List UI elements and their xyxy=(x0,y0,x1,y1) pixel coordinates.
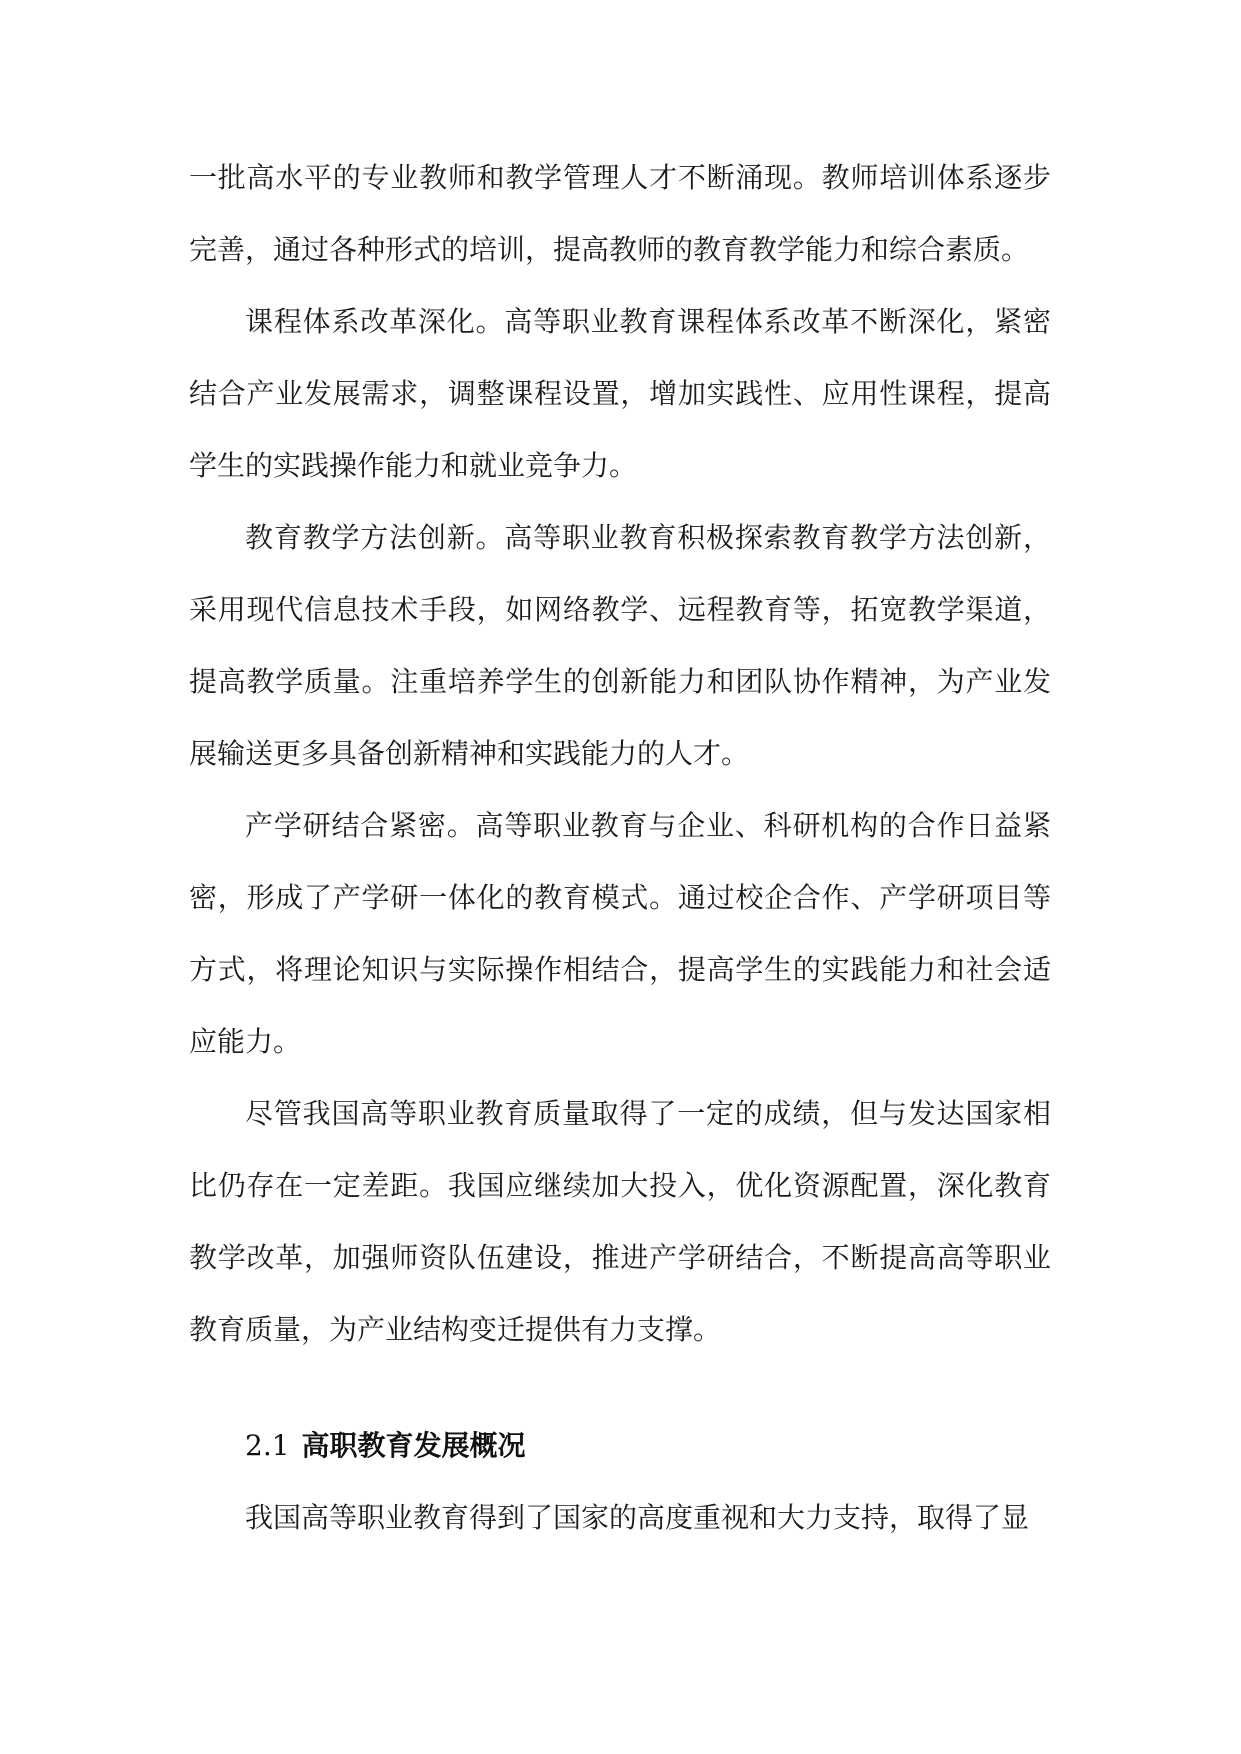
section-title: 高职教育发展概况 xyxy=(301,1429,526,1462)
paragraph-industry-research: 产学研结合紧密。高等职业教育与企业、科研机构的合作日益紧密，形成了产学研一体化的教育模式。通过校企合作、产学研项目等方式，将理论知识与实际操作相结合，提高学生的实践能力和社会适应能力。 xyxy=(189,809,1051,1058)
paragraph-overview-start: 我国高等职业教育得到了国家的高度重视和大力支持，取得了显 xyxy=(245,1501,1030,1534)
document-body xyxy=(189,142,1051,1554)
paragraph-continued: 一批高水平的专业教师和教学管理人才不断涌现。教师培训体系逐步完善，通过各种形式的培训，提高教师的教育教学能力和综合素质。 xyxy=(189,161,1051,266)
paragraph-teaching-methods: 教育教学方法创新。高等职业教育积极探索教育教学方法创新，采用现代信息技术手段，如网络教学、远程教育等，拓宽教学渠道，提高教学质量。注重培养学生的创新能力和团队协作精神，为产业发展输送更多具备创新精神和实践能力的人才。 xyxy=(189,521,1051,770)
paragraph-curriculum-reform: 课程体系改革深化。高等职业教育课程体系改革不断深化，紧密结合产业发展需求，调整课程设置，增加实践性、应用性课程，提高学生的实践操作能力和就业竞争力。 xyxy=(189,305,1051,482)
section-number: 2.1 xyxy=(245,1429,290,1462)
paragraph-summary: 尽管我国高等职业教育质量取得了一定的成绩，但与发达国家相比仍存在一定差距。我国应继续加大投入，优化资源配置，深化教育教学改革，加强师资队伍建设，推进产学研结合，不断提高高等职业教育质量，为产业结构变迁提供有力支撑。 xyxy=(189,1097,1051,1346)
section-heading xyxy=(189,1410,1051,1482)
